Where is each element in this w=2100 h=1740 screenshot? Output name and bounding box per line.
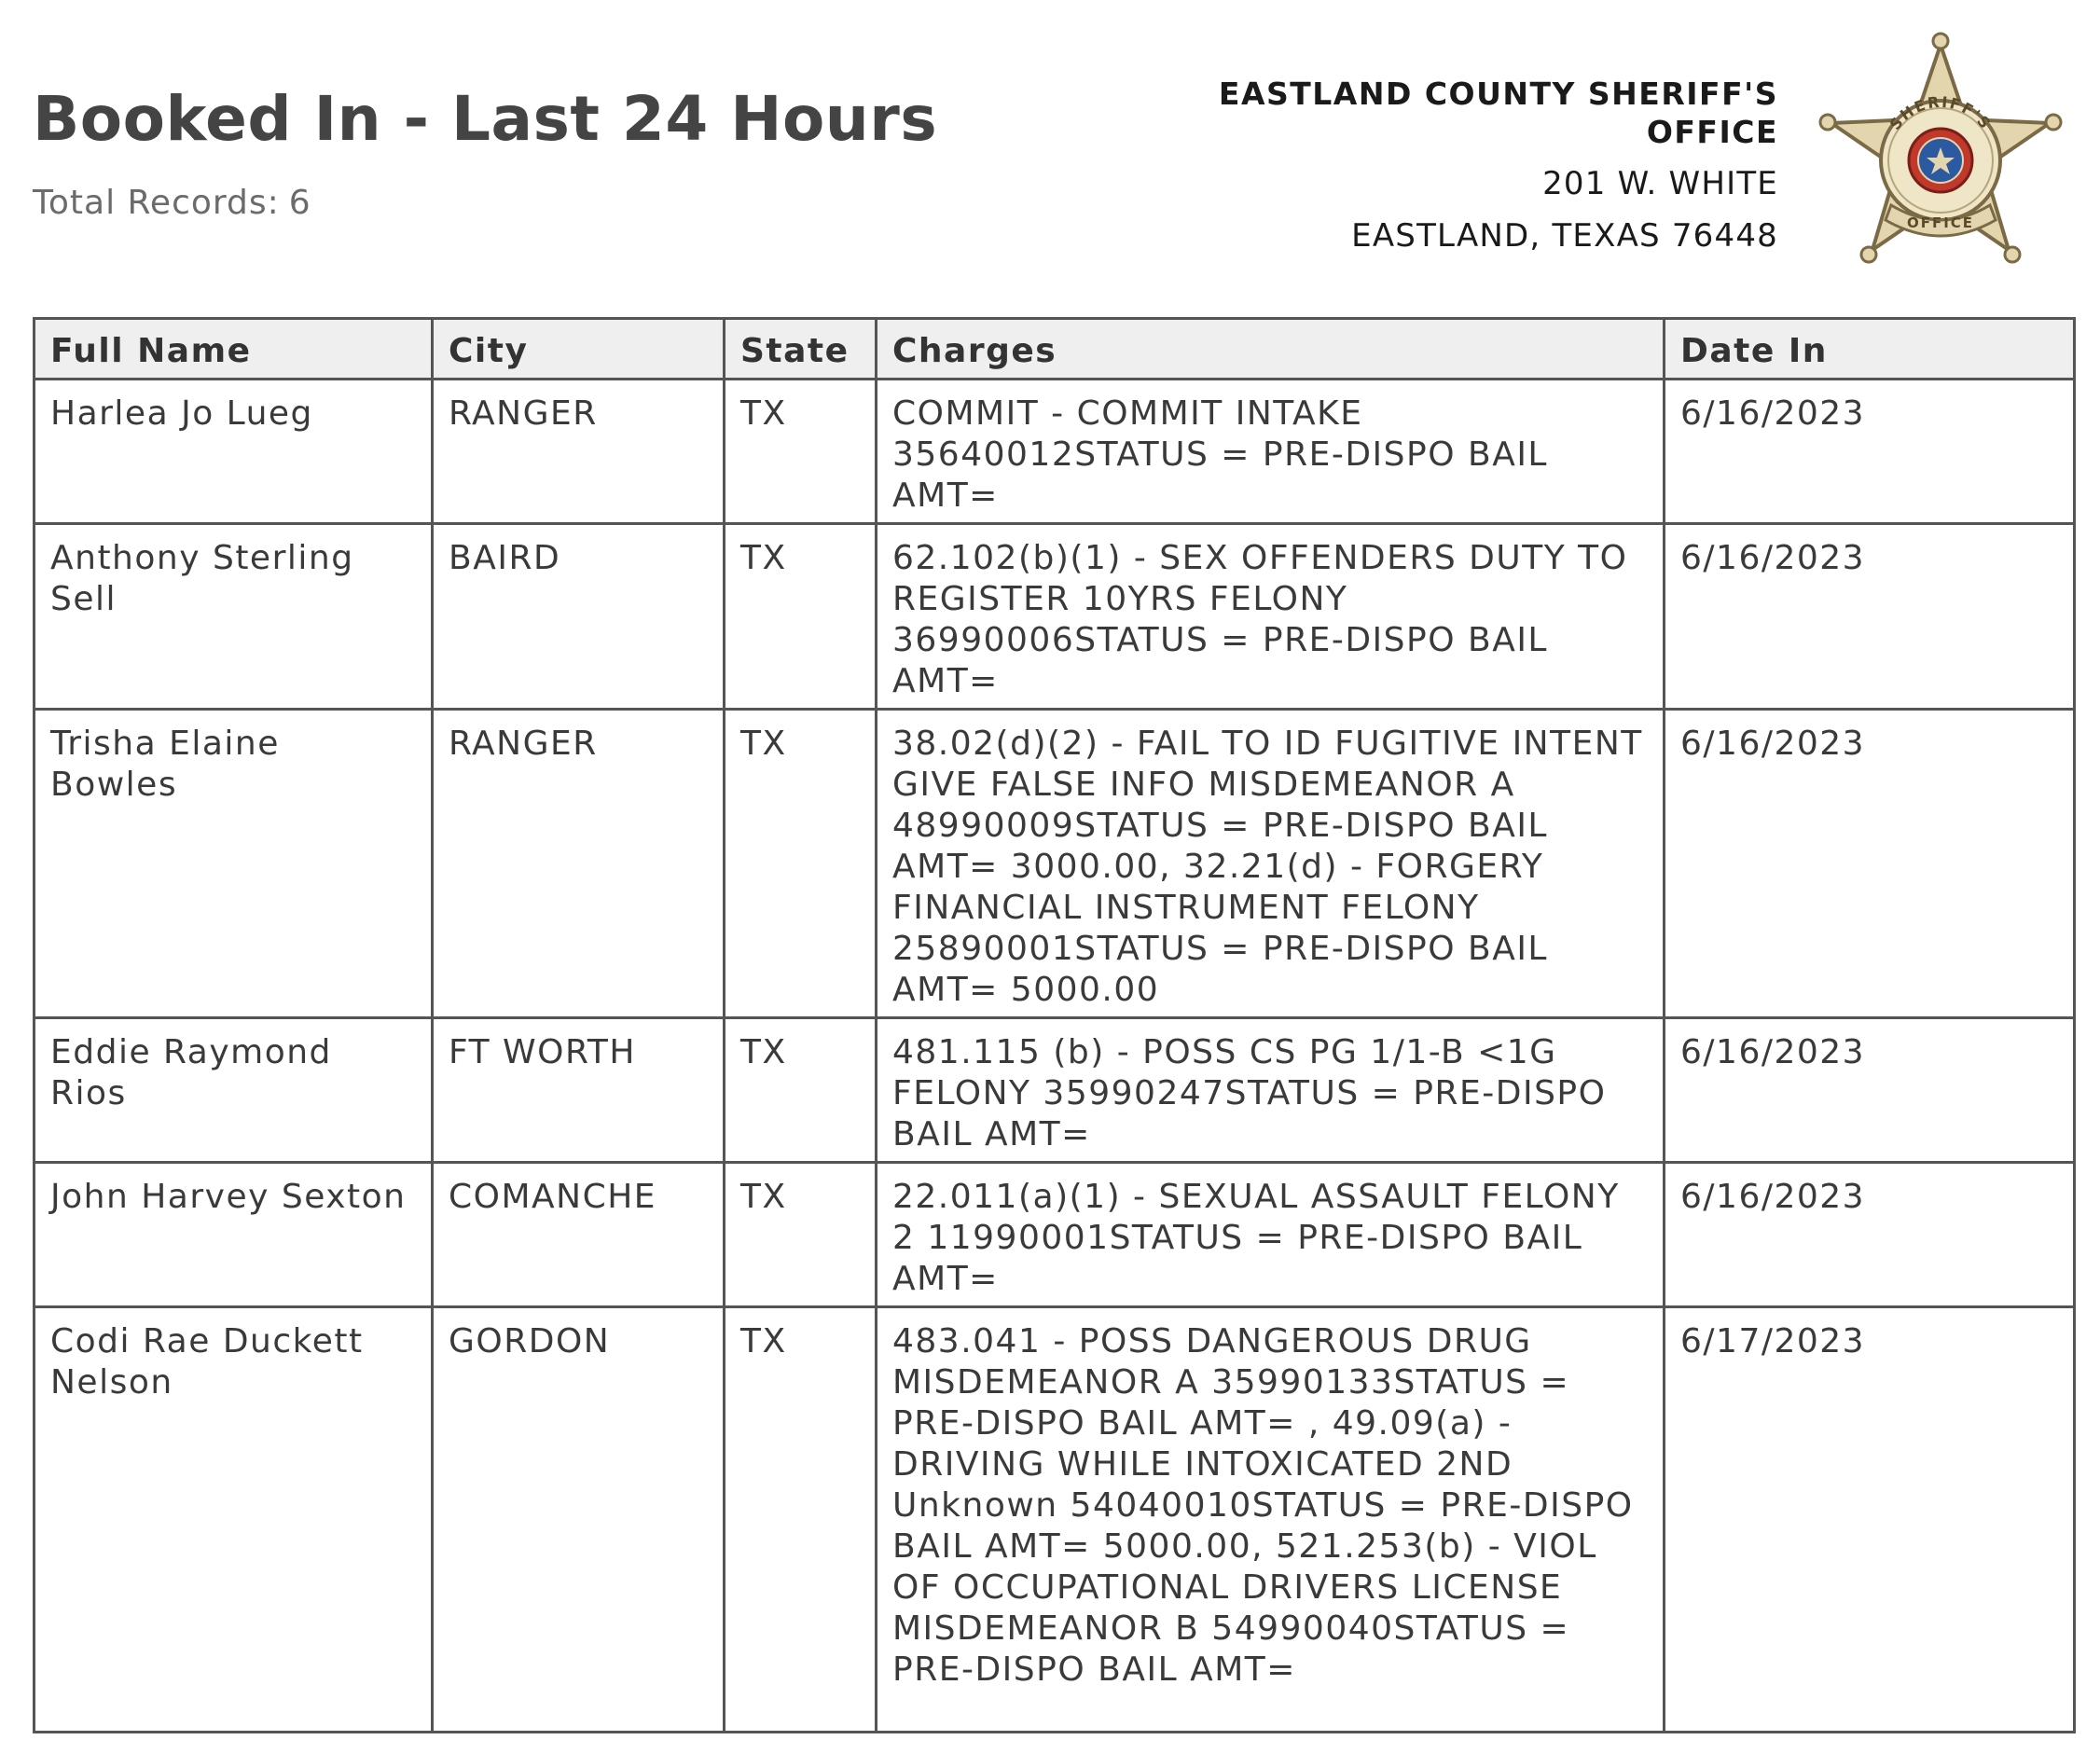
total-records-label: Total Records: — [33, 184, 280, 222]
table-row — [35, 524, 2075, 710]
cell-date-in: 6/16/2023 — [1665, 710, 2075, 1018]
badge-text-bottom: OFFICE — [1906, 214, 1975, 231]
cell-date-in: 6/16/2023 — [1665, 524, 2075, 710]
sheriff-star-badge-icon — [1805, 28, 2076, 284]
table-row — [35, 1163, 2075, 1307]
cell-city: FT WORTH — [433, 1018, 725, 1163]
cell-city: BAIRD — [433, 524, 725, 710]
table-header-row — [35, 319, 2075, 380]
table-row — [35, 1307, 2075, 1733]
office-name: EASTLAND COUNTY SHERIFF'S OFFICE — [1218, 76, 1778, 150]
cell-date-in: 6/16/2023 — [1665, 380, 2075, 524]
cell-charges: 62.102(b)(1) - SEX OFFENDERS DUTY TO REGISTER 10YRS FELONY 36990006STATUS = PRE-DISPO BAIL AMT= — [877, 524, 1665, 710]
cell-charges: 38.02(d)(2) - FAIL TO ID FUGITIVE INTENT GIVE FALSE INFO MISDEMEANOR A 48990009STATUS = PRE-DISPO BAIL AMT= 3000.00, 32.21(d) - FORGERY FINANCIAL INSTRUMENT FELONY 25890001STATUS = PRE-DISPO BAIL AMT= 5000.00 — [877, 710, 1665, 1018]
total-records-value: 6 — [288, 184, 311, 222]
column-header-charges: Charges — [877, 319, 1665, 380]
cell-charges: 22.011(a)(1) - SEXUAL ASSAULT FELONY 2 11990001STATUS = PRE-DISPO BAIL AMT= — [877, 1163, 1665, 1307]
table-row — [35, 380, 2075, 524]
cell-full-name: John Harvey Sexton — [35, 1163, 433, 1307]
bookings-table — [33, 317, 2076, 1733]
table-row — [35, 710, 2075, 1018]
column-header-state: State — [725, 319, 877, 380]
office-address-line2: EASTLAND, TEXAS 76448 — [1351, 217, 1778, 255]
column-header-date-in: Date In — [1665, 319, 2075, 380]
cell-state: TX — [725, 1018, 877, 1163]
cell-full-name: Harlea Jo Lueg — [35, 380, 433, 524]
cell-date-in: 6/16/2023 — [1665, 1018, 2075, 1163]
cell-full-name: Eddie Raymond Rios — [35, 1018, 433, 1163]
cell-charges: COMMIT - COMMIT INTAKE 35640012STATUS = PRE-DISPO BAIL AMT= — [877, 380, 1665, 524]
cell-city: GORDON — [433, 1307, 725, 1733]
cell-city: COMANCHE — [433, 1163, 725, 1307]
cell-state: TX — [725, 524, 877, 710]
office-address-line1: 201 W. WHITE — [1542, 165, 1778, 202]
column-header-full-name: Full Name — [35, 319, 433, 380]
page-title: Booked In - Last 24 Hours — [33, 83, 938, 155]
cell-full-name: Trisha Elaine Bowles — [35, 710, 433, 1018]
total-records — [33, 183, 311, 224]
cell-charges: 483.041 - POSS DANGEROUS DRUG MISDEMEANOR A 35990133STATUS = PRE-DISPO BAIL AMT= , 49.09(a) - DRIVING WHILE INTOXICATED 2ND Unknown 54040010STATUS = PRE-DISPO BAIL AMT= 5000.00, 521.253(b) - VIOL OF OCCUPATIONAL DRIVERS LICENSE MISDEMEANOR B 54990040STATUS = PRE-DISPO BAIL AMT= — [877, 1307, 1665, 1733]
cell-city: RANGER — [433, 710, 725, 1018]
cell-state: TX — [725, 380, 877, 524]
cell-full-name: Anthony Sterling Sell — [35, 524, 433, 710]
cell-full-name: Codi Rae Duckett Nelson — [35, 1307, 433, 1733]
cell-state: TX — [725, 710, 877, 1018]
cell-charges: 481.115 (b) - POSS CS PG 1/1-B <1G FELONY 35990247STATUS = PRE-DISPO BAIL AMT= — [877, 1018, 1665, 1163]
cell-date-in: 6/16/2023 — [1665, 1163, 2075, 1307]
cell-city: RANGER — [433, 380, 725, 524]
cell-state: TX — [725, 1307, 877, 1733]
table-row — [35, 1018, 2075, 1163]
column-header-city: City — [433, 319, 725, 380]
cell-state: TX — [725, 1163, 877, 1307]
cell-date-in: 6/17/2023 — [1665, 1307, 2075, 1733]
badge-text-top: SHERIFF'S — [1886, 92, 1996, 133]
office-info — [1181, 75, 1778, 255]
